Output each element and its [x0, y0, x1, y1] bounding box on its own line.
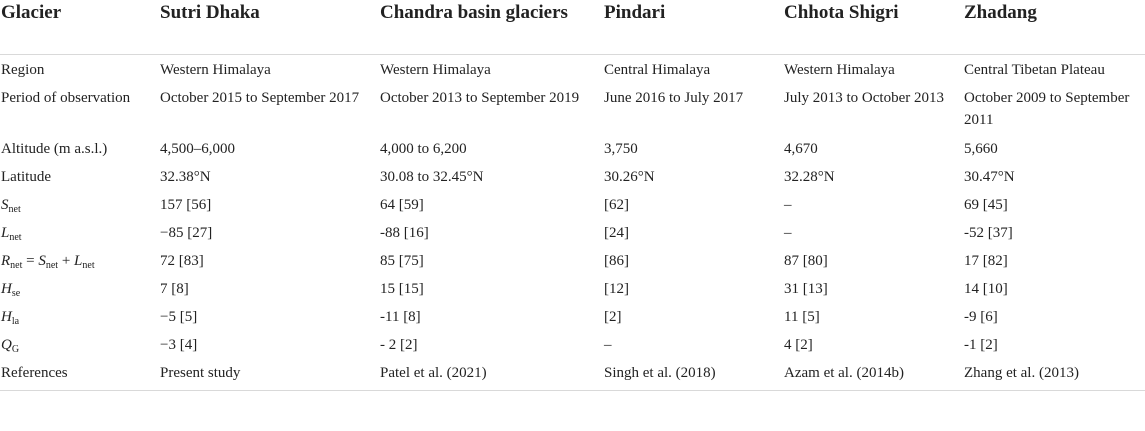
- cell-chandra-basin: Western Himalaya: [380, 62, 491, 78]
- cell-sutri-dhaka: 32.38°N: [160, 169, 211, 185]
- cell-sutri-dhaka: 157 [56]: [160, 197, 212, 213]
- cell-chhota-shigri: 87 [80]: [784, 253, 828, 269]
- cell-chandra-basin: October 2013 to September 2019: [380, 90, 580, 106]
- header-sutri-dhaka: Sutri Dhaka: [160, 0, 380, 55]
- row-label: Altitude (m a.s.l.): [1, 141, 108, 157]
- cell-pindari: June 2016 to July 2017: [604, 90, 744, 106]
- row-label: $R_{net} = S_{net} + L_{net}$: [1, 253, 95, 271]
- row-rnet: [0, 246, 1145, 274]
- cell-chandra-basin: - 2 [2]: [380, 337, 418, 353]
- cell-sutri-dhaka: Present study: [160, 358, 380, 391]
- cell-pindari: [62]: [604, 197, 629, 213]
- cell-pindari: 3,750: [604, 141, 638, 157]
- row-references: [0, 358, 1145, 391]
- cell-chhota-shigri: –: [784, 225, 792, 241]
- cell-sutri-dhaka: Western Himalaya: [160, 62, 271, 78]
- cell-chandra-basin: -11 [8]: [380, 309, 421, 325]
- cell-zhadang: 30.47°N: [964, 169, 1015, 185]
- cell-chhota-shigri: –: [784, 197, 792, 213]
- cell-sutri-dhaka: −3 [4]: [160, 337, 198, 353]
- cell-zhadang: -1 [2]: [964, 337, 998, 353]
- cell-zhadang: Zhang et al. (2013): [964, 358, 1145, 391]
- cell-sutri-dhaka: 7 [8]: [160, 281, 189, 297]
- cell-chhota-shigri: 32.28°N: [784, 169, 835, 185]
- row-lnet: [0, 218, 1145, 246]
- cell-chhota-shigri: July 2013 to October 2013: [784, 90, 944, 106]
- cell-pindari: [24]: [604, 225, 629, 241]
- row-label: Region: [1, 62, 45, 78]
- cell-chhota-shigri: 4 [2]: [784, 337, 813, 353]
- cell-chandra-basin: 4,000 to 6,200: [380, 141, 467, 157]
- row-altitude: [0, 134, 1145, 162]
- row-label: $L_{net}$: [1, 225, 22, 243]
- cell-chhota-shigri: Azam et al. (2014b): [784, 358, 964, 391]
- row-qg: [0, 330, 1145, 358]
- row-latitude: [0, 162, 1145, 190]
- cell-chhota-shigri: 31 [13]: [784, 281, 828, 297]
- cell-zhadang: 14 [10]: [964, 281, 1008, 297]
- cell-zhadang: Central Tibetan Plateau: [964, 62, 1105, 78]
- cell-sutri-dhaka: −5 [5]: [160, 309, 198, 325]
- cell-sutri-dhaka: −85 [27]: [160, 225, 213, 241]
- row-hla: [0, 302, 1145, 330]
- row-label: $S_{net}$: [1, 197, 21, 215]
- cell-zhadang: -9 [6]: [964, 309, 998, 325]
- row-label: $H_{la}$: [1, 309, 20, 327]
- header-glacier: Glacier: [0, 0, 160, 55]
- cell-chandra-basin: 85 [75]: [380, 253, 424, 269]
- cell-pindari: Central Himalaya: [604, 62, 711, 78]
- cell-pindari: [2]: [604, 309, 622, 325]
- cell-chhota-shigri: Western Himalaya: [784, 62, 895, 78]
- row-region: [0, 55, 1145, 84]
- header-chandra-basin: Chandra basin glaciers: [380, 0, 604, 55]
- cell-pindari: 30.26°N: [604, 169, 655, 185]
- row-label: References: [0, 358, 160, 391]
- cell-pindari: [12]: [604, 281, 629, 297]
- cell-chandra-basin: 64 [59]: [380, 197, 424, 213]
- cell-sutri-dhaka: 4,500–6,000: [160, 141, 235, 157]
- row-label: Period of observation: [1, 90, 131, 106]
- row-label: $H_{se}$: [1, 281, 21, 299]
- cell-zhadang: 5,660: [964, 141, 998, 157]
- row-label: Latitude: [1, 169, 51, 185]
- cell-chhota-shigri: 4,670: [784, 141, 818, 157]
- cell-chandra-basin: -88 [16]: [380, 225, 429, 241]
- header-row: [0, 0, 1145, 55]
- cell-sutri-dhaka: 72 [83]: [160, 253, 204, 269]
- header-chhota-shigri: Chhota Shigri: [784, 0, 964, 55]
- row-period: [0, 83, 1145, 134]
- cell-sutri-dhaka: October 2015 to September 2017: [160, 90, 360, 106]
- cell-chhota-shigri: 11 [5]: [784, 309, 820, 325]
- header-pindari: Pindari: [604, 0, 784, 55]
- cell-zhadang: -52 [37]: [964, 225, 1013, 241]
- cell-pindari: –: [604, 337, 612, 353]
- cell-chandra-basin: Patel et al. (2021): [380, 358, 604, 391]
- cell-zhadang: October 2009 to September 2011: [964, 90, 1130, 128]
- row-snet: [0, 190, 1145, 218]
- row-hse: [0, 274, 1145, 302]
- cell-chandra-basin: 15 [15]: [380, 281, 424, 297]
- cell-zhadang: 69 [45]: [964, 197, 1008, 213]
- row-label: $Q_G$: [1, 337, 20, 355]
- cell-chandra-basin: 30.08 to 32.45°N: [380, 169, 484, 185]
- cell-zhadang: 17 [82]: [964, 253, 1008, 269]
- header-zhadang: Zhadang: [964, 0, 1145, 55]
- cell-pindari: [86]: [604, 253, 629, 269]
- cell-pindari: Singh et al. (2018): [604, 358, 784, 391]
